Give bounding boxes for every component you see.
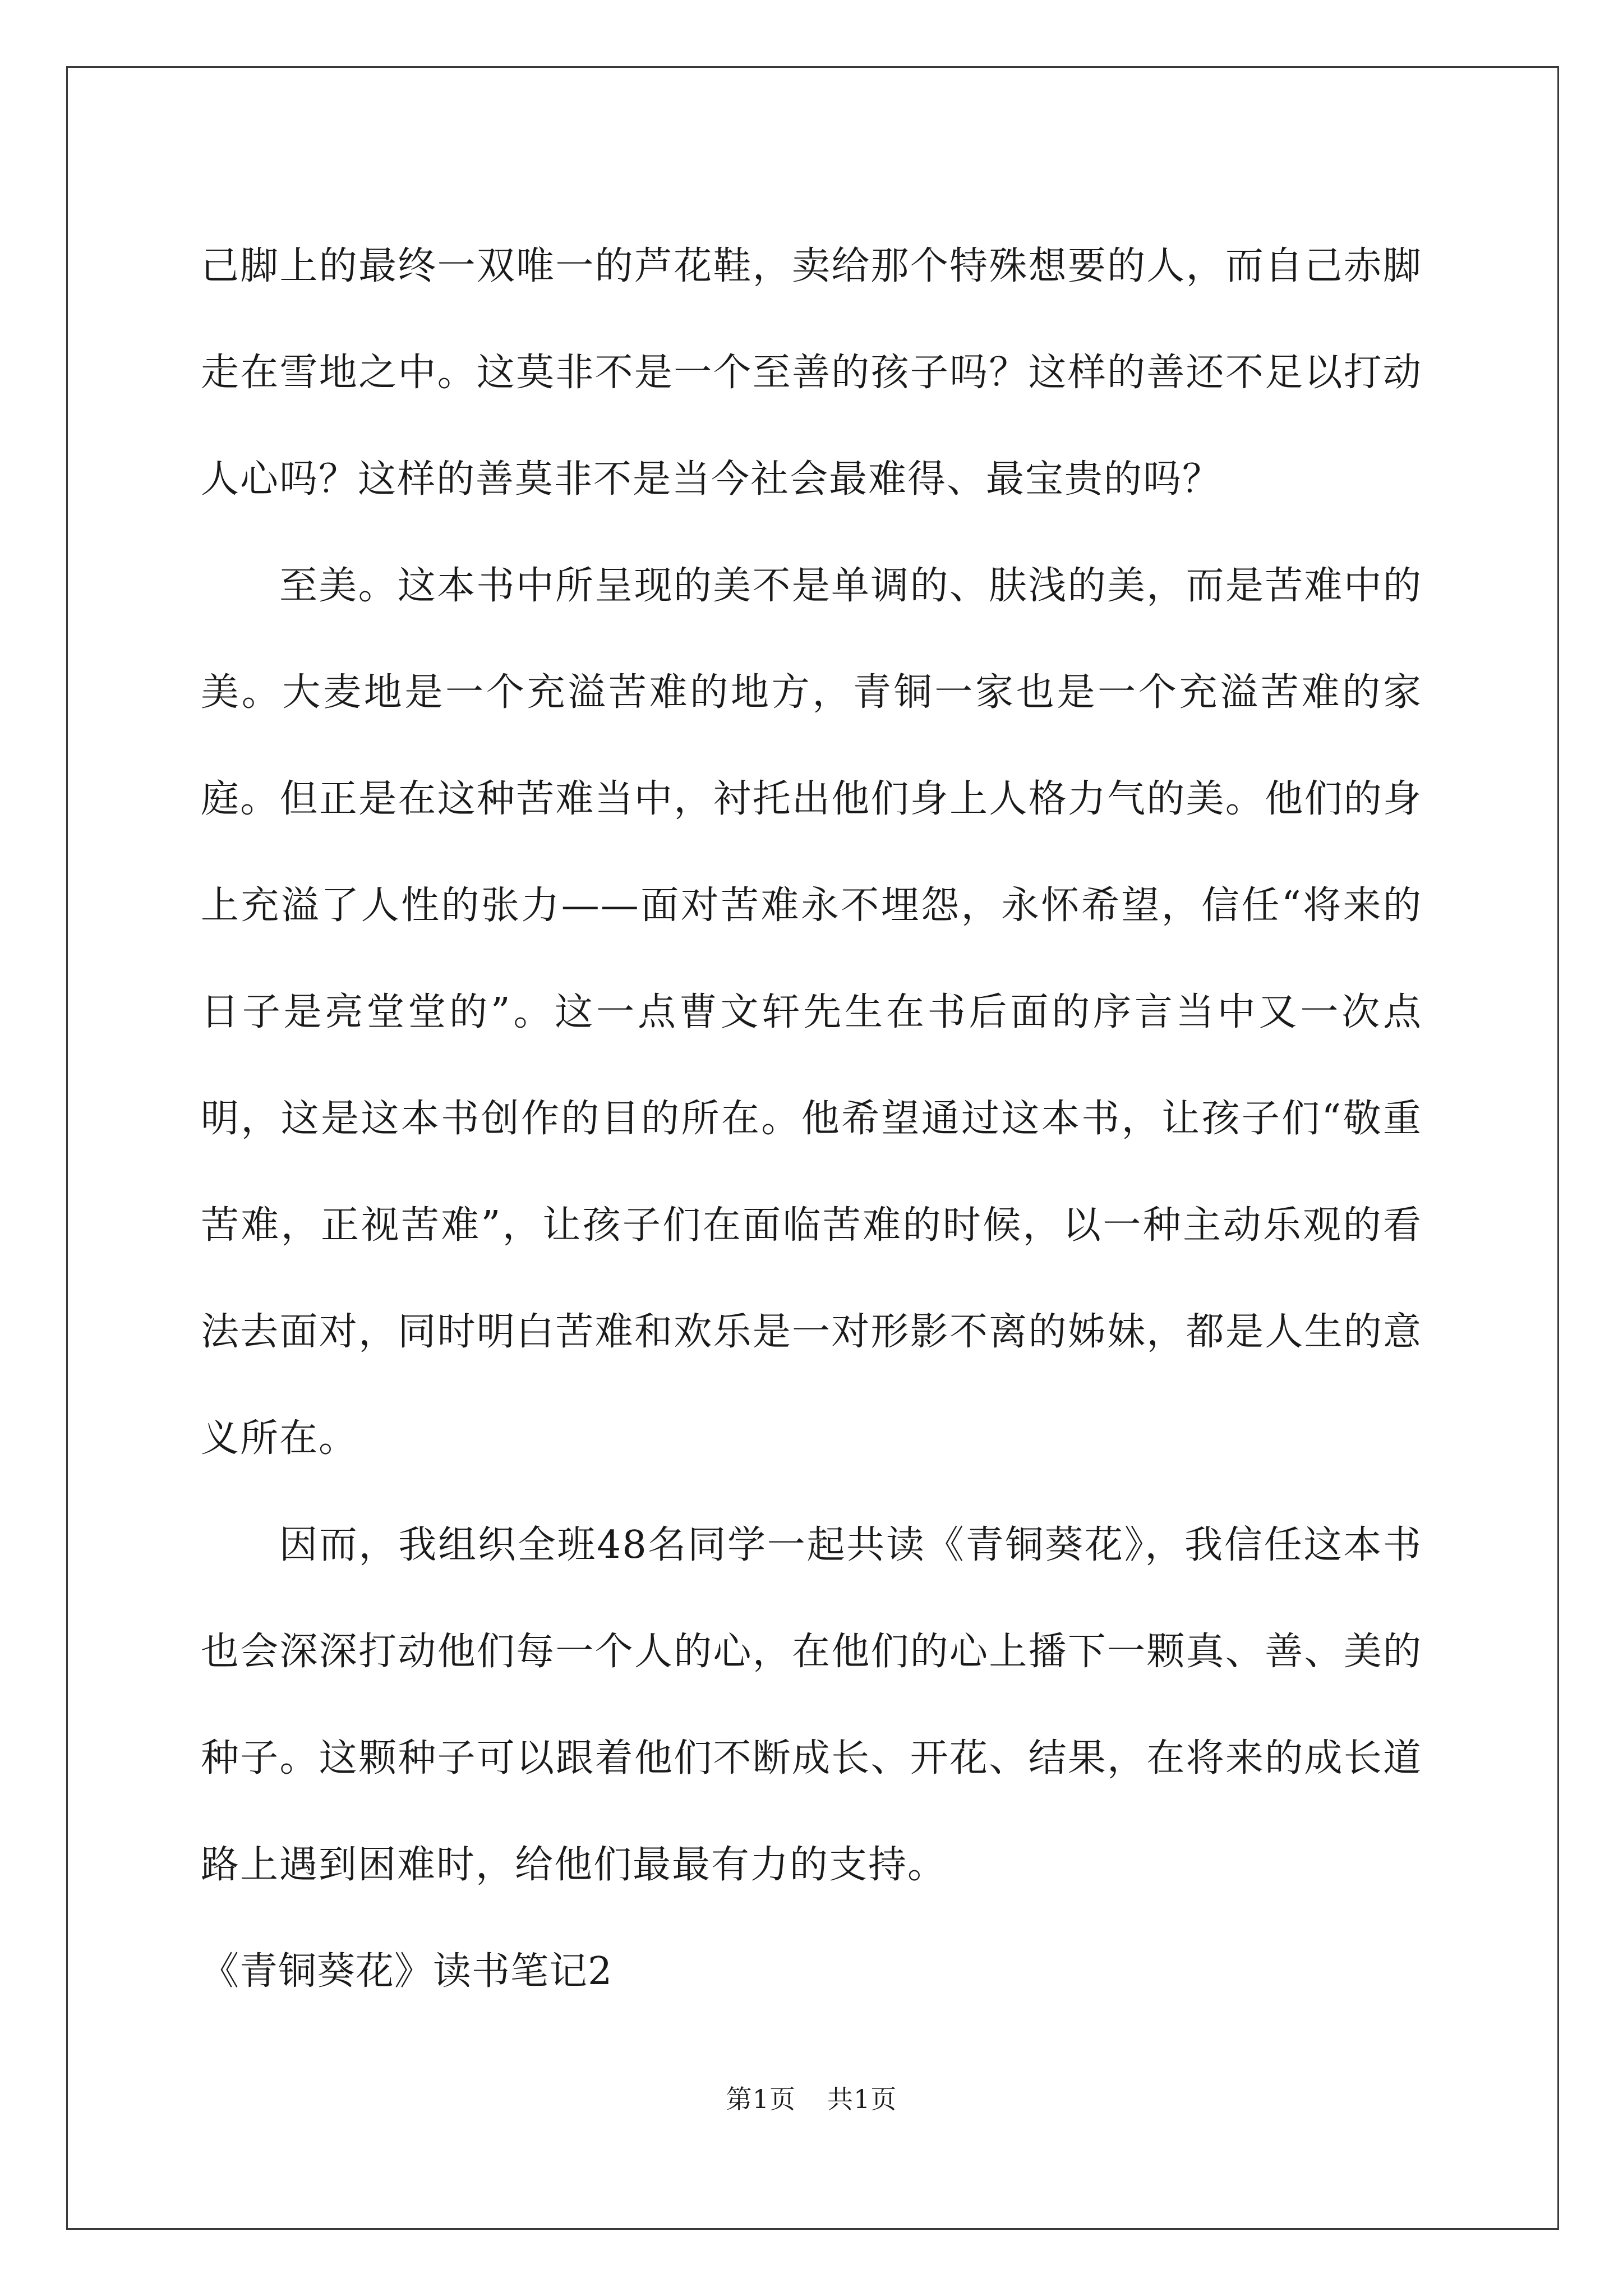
- paragraph-3: 因而，我组织全班48名同学一起共读《青铜葵花》，我信任这本书也会深深打动他们每一个人的心，在他们的心上播下一颗真、善、美的种子。这颗种子可以跟着他们不断成长、开花、结果，在将来的成长道路上遇到困难时，给他们最最有力的支持。: [201, 1523, 1422, 1887]
- section-heading: 《青铜葵花》读书笔记2: [201, 1949, 613, 1994]
- page-number-current: 第1页: [726, 2084, 796, 2114]
- page-number-total: 共1页: [827, 2084, 897, 2114]
- page-footer: [0, 2082, 1623, 2116]
- paragraph-2: 至美。这本书中所呈现的美不是单调的、肤浅的美，而是苦难中的美。大麦地是一个充溢苦难的地方，青铜一家也是一个充溢苦难的家庭。但正是在这种苦难当中，衬托出他们身上人格力气的美。他们的身上充溢了人性的张力——面对苦难永不埋怨，永怀希望，信任“将来的日子是亮堂堂的”。这一点曹文轩先生在书后面的序言当中又一次点明，这是这本书创作的目的所在。他希望通过这本书，让孩子们“敬重苦难，正视苦难”，让孩子们在面临苦难的时候，以一种主动乐观的看法去面对，同时明白苦难和欢乐是一对形影不离的姊妹，都是人生的意义所在。: [201, 564, 1422, 1461]
- paragraph-1: 己脚上的最终一双唯一的芦花鞋，卖给那个特殊想要的人，而自己赤脚走在雪地之中。这莫非不是一个至善的孩子吗？这样的善还不足以打动人心吗？这样的善莫非不是当今社会最难得、最宝贵的吗？: [201, 244, 1422, 501]
- document-body: [201, 213, 1422, 2025]
